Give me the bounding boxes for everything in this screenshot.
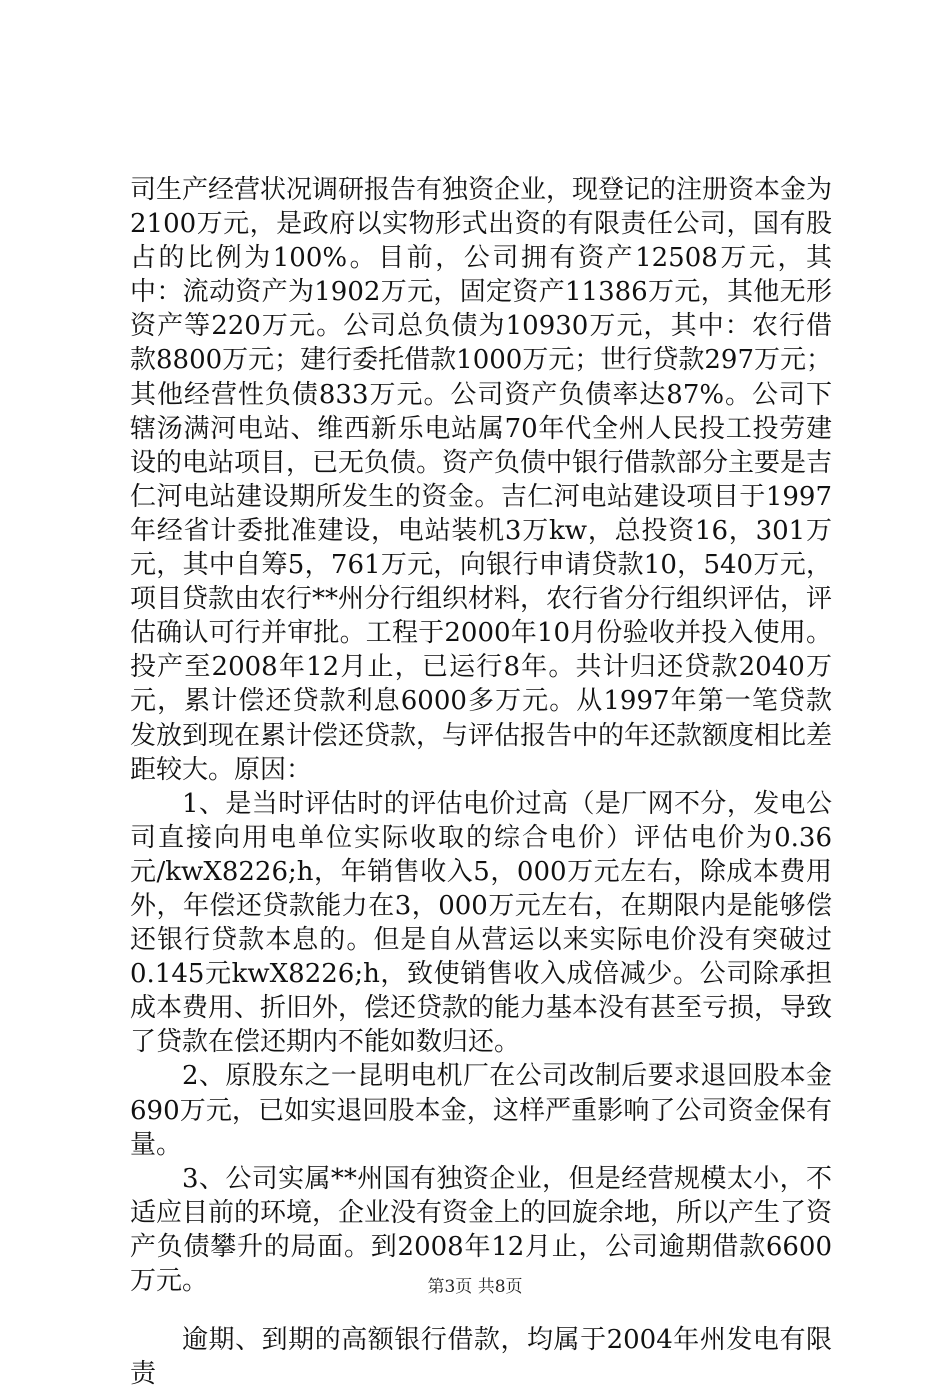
page-footer: 第3页 共8页 <box>427 1277 523 1297</box>
paragraph-company-overview: 司生产经营状况调研报告有独资企业，现登记的注册资本金为2100万元，是政府以实物形式出资的有限责任公司，国有股占的比例为100%。目前，公司拥有资产12508万元，其中：流动资产为1902万元，固定资产11386万元，其他无形资产等220万元。公司总负债为10930万元，其中：农行借款8800万元；建行委托借款1000万元；世行贷款297万元；其他经营性负债833万元。公司资产负债率达87%。公司下辖汤满河电站、维西新乐电站属70年代全州人民投工投劳建设的电站项目，已无负债。资产负债中银行借款部分主要是吉仁河电站建设期所发生的资金。吉仁河电站建设项目于1997年经省计委批准建设，电站装机3万kw，总投资16，301万元，其中自筹5，761万元，向银行申请贷款10，540万元，项目贷款由农行**州分行组织材料，农行省分行组织评估，评估确认可行并审批。工程于2000年10月份验收并投入使用。投产至2008年12月止，已运行8年。共计归还贷款2040万元，累计偿还贷款利息6000多万元。从1997年第一笔贷款发放到现在累计偿还贷款，与评估报告中的年还款额度相比差距较大。原因： <box>130 175 833 785</box>
paragraph-overdue-loans: 逾期、到期的高额银行借款，均属于2004年州发电有限责 <box>130 1325 832 1390</box>
paragraph-reason-1: 1、是当时评估时的评估电价过高（是厂网不分，发电公司直接向用电单位实际收取的综合电价）评估电价为0.36元/kwX8226;h，年销售收入5，000万元左右，除成本费用外，年偿还贷款能力在3，000万元左右，在期限内是能够偿还银行贷款本息的。但是自从营运以来实际电价没有突破过0.145元kwX8226;h，致使销售收入成倍减少。公司除承担成本费用、折旧外，偿还贷款的能力基本没有甚至亏损，导致了贷款在偿还期内不能如数归还。 <box>130 788 833 1058</box>
paragraph-reason-2: 2、原股东之一昆明电机厂在公司改制后要求退回股本金690万元，已如实退回股本金，这样严重影响了公司资金保有量。 <box>130 1061 832 1160</box>
paragraph-reason-3: 3、公司实属**州国有独资企业，但是经营规模太小，不适应目前的环境，企业没有资金上的回旋余地，所以产生了资产负债攀升的局面。到2008年12月止，公司逾期借款6600万元。 <box>130 1163 833 1296</box>
body-text <box>130 173 832 1391</box>
